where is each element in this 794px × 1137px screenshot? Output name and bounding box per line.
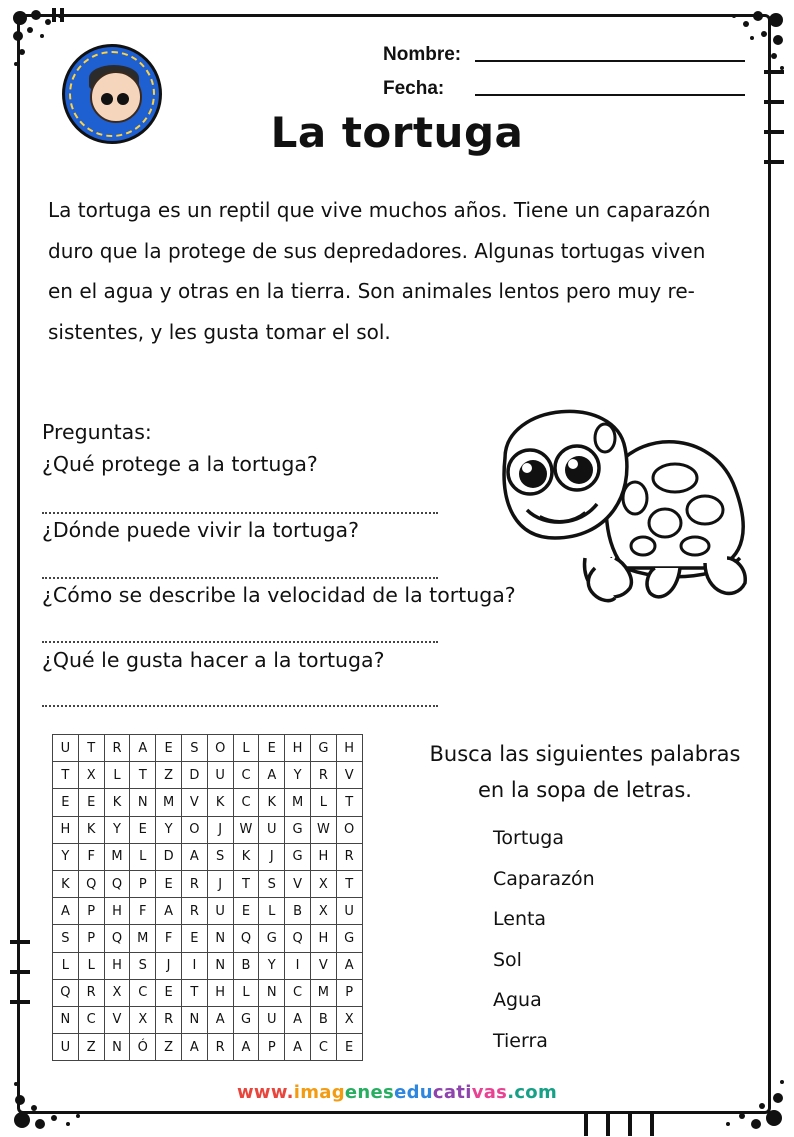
- grid-cell[interactable]: A: [53, 898, 79, 925]
- answer-line-1[interactable]: [42, 512, 438, 514]
- grid-cell[interactable]: R: [336, 843, 362, 870]
- grid-cell[interactable]: L: [130, 843, 156, 870]
- grid-cell[interactable]: K: [104, 789, 130, 816]
- grid-cell[interactable]: E: [336, 1034, 362, 1061]
- grid-cell[interactable]: L: [104, 762, 130, 789]
- word-item: Tierra: [493, 1029, 548, 1052]
- word-item: Tortuga: [493, 827, 565, 849]
- grid-cell[interactable]: W: [233, 816, 259, 843]
- grid-cell[interactable]: L: [233, 979, 259, 1006]
- grid-cell[interactable]: O: [207, 735, 233, 762]
- grid-cell[interactable]: E: [53, 789, 79, 816]
- grid-cell[interactable]: V: [285, 870, 311, 897]
- grid-cell[interactable]: P: [78, 898, 104, 925]
- grid-cell[interactable]: A: [233, 1034, 259, 1061]
- grid-cell[interactable]: U: [259, 816, 285, 843]
- grid-row: [53, 979, 363, 1006]
- grid-cell[interactable]: H: [207, 979, 233, 1006]
- grid-cell[interactable]: Y: [104, 816, 130, 843]
- word-item: Agua: [493, 989, 542, 1012]
- grid-cell[interactable]: V: [336, 762, 362, 789]
- footer-url-part: edu: [394, 1082, 433, 1103]
- grid-cell[interactable]: C: [310, 1034, 336, 1061]
- grid-cell[interactable]: G: [285, 843, 311, 870]
- grid-row: [53, 925, 363, 952]
- grid-cell[interactable]: Z: [78, 1034, 104, 1061]
- grid-cell[interactable]: T: [181, 979, 207, 1006]
- footer-url-part: imag: [293, 1082, 345, 1103]
- grid-cell[interactable]: Y: [53, 843, 79, 870]
- grid-cell[interactable]: J: [259, 843, 285, 870]
- grid-cell[interactable]: L: [53, 952, 79, 979]
- grid-cell[interactable]: E: [130, 816, 156, 843]
- grid-cell[interactable]: J: [156, 952, 182, 979]
- grid-cell[interactable]: A: [207, 1006, 233, 1033]
- grid-row: [53, 789, 363, 816]
- grid-cell[interactable]: Q: [53, 979, 79, 1006]
- grid-cell[interactable]: S: [130, 952, 156, 979]
- date-field: [383, 78, 444, 100]
- footer-url-part: www.: [236, 1082, 294, 1103]
- grid-cell[interactable]: R: [181, 898, 207, 925]
- instruction-line-1: Busca las siguientes palabras: [429, 742, 741, 766]
- grid-cell[interactable]: G: [310, 735, 336, 762]
- grid-cell[interactable]: A: [285, 1034, 311, 1061]
- grid-cell[interactable]: N: [181, 1006, 207, 1033]
- grid-cell[interactable]: D: [181, 762, 207, 789]
- word-search-instructions: [410, 736, 760, 808]
- word-item: Caparazón: [493, 867, 595, 890]
- word-search-grid: [52, 734, 363, 1061]
- grid-cell[interactable]: X: [310, 870, 336, 897]
- grid-cell[interactable]: J: [207, 870, 233, 897]
- grid-cell[interactable]: V: [104, 1006, 130, 1033]
- grid-cell[interactable]: C: [285, 979, 311, 1006]
- grid-cell[interactable]: S: [259, 870, 285, 897]
- grid-cell[interactable]: X: [310, 898, 336, 925]
- grid-cell[interactable]: C: [233, 789, 259, 816]
- border-bars-left: [8, 930, 30, 1020]
- grid-cell[interactable]: T: [233, 870, 259, 897]
- grid-cell[interactable]: P: [336, 979, 362, 1006]
- name-field: [383, 44, 461, 66]
- grid-cell[interactable]: T: [53, 762, 79, 789]
- grid-cell[interactable]: X: [336, 1006, 362, 1033]
- grid-row: [53, 870, 363, 897]
- reading-line: duro que la protege de sus depredadores. Algunas tortugas viven: [48, 238, 706, 263]
- grid-cell[interactable]: H: [336, 735, 362, 762]
- grid-cell[interactable]: A: [336, 952, 362, 979]
- grid-cell[interactable]: E: [156, 870, 182, 897]
- grid-cell[interactable]: G: [285, 816, 311, 843]
- date-label: Fecha:: [383, 78, 445, 99]
- grid-cell[interactable]: K: [259, 789, 285, 816]
- grid-cell[interactable]: R: [310, 762, 336, 789]
- grid-cell[interactable]: E: [259, 735, 285, 762]
- grid-cell[interactable]: B: [233, 952, 259, 979]
- grid-cell[interactable]: E: [181, 925, 207, 952]
- grid-cell[interactable]: K: [207, 789, 233, 816]
- grid-cell[interactable]: G: [233, 1006, 259, 1033]
- word-item: Lenta: [493, 908, 547, 931]
- answer-line-3[interactable]: [42, 641, 438, 643]
- grid-row: [53, 952, 363, 979]
- logo-eye-left: [101, 93, 113, 105]
- grid-cell[interactable]: I: [285, 952, 311, 979]
- grid-cell[interactable]: Q: [285, 925, 311, 952]
- grid-cell[interactable]: J: [207, 816, 233, 843]
- grid-cell[interactable]: R: [156, 1006, 182, 1033]
- grid-cell[interactable]: V: [310, 952, 336, 979]
- grid-cell[interactable]: L: [259, 898, 285, 925]
- grid-row: [53, 762, 363, 789]
- grid-cell[interactable]: Y: [285, 762, 311, 789]
- footer-url-part: cati: [432, 1082, 472, 1103]
- grid-cell[interactable]: G: [336, 925, 362, 952]
- grid-cell[interactable]: N: [130, 789, 156, 816]
- grid-row: [53, 1006, 363, 1033]
- grid-cell[interactable]: S: [207, 843, 233, 870]
- grid-cell[interactable]: M: [310, 979, 336, 1006]
- grid-cell[interactable]: E: [78, 789, 104, 816]
- grid-cell[interactable]: M: [156, 789, 182, 816]
- grid-cell[interactable]: T: [78, 735, 104, 762]
- grid-cell[interactable]: S: [53, 925, 79, 952]
- answer-line-4[interactable]: [42, 705, 438, 707]
- grid-row: [53, 1034, 363, 1061]
- reading-line: La tortuga es un reptil que vive muchos años. Tiene un caparazón: [48, 198, 711, 222]
- footer-url-part: vas: [471, 1082, 508, 1103]
- grid-cell[interactable]: R: [181, 870, 207, 897]
- grid-cell[interactable]: E: [233, 898, 259, 925]
- grid-cell[interactable]: T: [130, 762, 156, 789]
- grid-cell[interactable]: A: [181, 843, 207, 870]
- grid-row: [53, 816, 363, 843]
- grid-cell[interactable]: N: [207, 925, 233, 952]
- footer-url-part: .com: [507, 1082, 558, 1103]
- grid-cell[interactable]: P: [259, 1034, 285, 1061]
- grid-cell[interactable]: L: [310, 789, 336, 816]
- grid-cell[interactable]: A: [181, 1034, 207, 1061]
- grid-cell[interactable]: Q: [104, 870, 130, 897]
- date-line[interactable]: [475, 94, 745, 96]
- grid-cell[interactable]: U: [53, 1034, 79, 1061]
- name-line[interactable]: [475, 60, 745, 62]
- grid-cell[interactable]: B: [285, 898, 311, 925]
- question-4: ¿Qué le gusta hacer a la tortuga?: [42, 648, 385, 672]
- border-bars-bottom: [580, 1110, 690, 1137]
- grid-cell[interactable]: O: [336, 816, 362, 843]
- grid-cell[interactable]: N: [104, 1034, 130, 1061]
- grid-cell[interactable]: P: [130, 870, 156, 897]
- grid-cell[interactable]: Z: [156, 1034, 182, 1061]
- grid-cell[interactable]: E: [156, 735, 182, 762]
- grid-cell[interactable]: Ó: [130, 1034, 156, 1061]
- grid-cell[interactable]: Y: [156, 816, 182, 843]
- grid-cell[interactable]: Y: [259, 952, 285, 979]
- grid-cell[interactable]: F: [78, 843, 104, 870]
- grid-cell[interactable]: H: [104, 952, 130, 979]
- logo-eye-right: [117, 93, 129, 105]
- grid-cell[interactable]: R: [104, 735, 130, 762]
- grid-row: [53, 843, 363, 870]
- question-3: ¿Cómo se describe la velocidad de la tortuga?: [42, 583, 516, 607]
- footer-url[interactable]: [0, 1082, 794, 1103]
- grid-row: [53, 898, 363, 925]
- grid-cell[interactable]: A: [156, 898, 182, 925]
- reading-passage: [48, 190, 758, 352]
- grid-cell[interactable]: C: [78, 1006, 104, 1033]
- grid-cell[interactable]: F: [156, 925, 182, 952]
- grid-cell[interactable]: G: [259, 925, 285, 952]
- grid-cell[interactable]: L: [233, 735, 259, 762]
- grid-cell[interactable]: C: [233, 762, 259, 789]
- grid-cell[interactable]: Q: [78, 870, 104, 897]
- grid-cell[interactable]: X: [78, 762, 104, 789]
- grid-cell[interactable]: K: [233, 843, 259, 870]
- grid-cell[interactable]: H: [53, 816, 79, 843]
- grid-cell[interactable]: H: [285, 735, 311, 762]
- grid-cell[interactable]: T: [336, 870, 362, 897]
- grid-cell[interactable]: S: [181, 735, 207, 762]
- grid-cell[interactable]: M: [285, 789, 311, 816]
- grid-cell[interactable]: R: [207, 1034, 233, 1061]
- grid-cell[interactable]: O: [181, 816, 207, 843]
- question-1: ¿Qué protege a la tortuga?: [42, 452, 318, 476]
- grid-cell[interactable]: H: [310, 925, 336, 952]
- grid-cell[interactable]: X: [104, 979, 130, 1006]
- grid-cell[interactable]: N: [53, 1006, 79, 1033]
- grid-cell[interactable]: U: [207, 898, 233, 925]
- grid-cell[interactable]: N: [207, 952, 233, 979]
- grid-cell[interactable]: I: [181, 952, 207, 979]
- grid-cell[interactable]: F: [130, 898, 156, 925]
- turtle-illustration: [465, 398, 755, 623]
- answer-line-2[interactable]: [42, 577, 438, 579]
- reading-line: en el agua y otras en la tierra. Son animales lentos pero muy re-: [48, 279, 695, 303]
- grid-cell[interactable]: N: [259, 979, 285, 1006]
- grid-cell[interactable]: A: [285, 1006, 311, 1033]
- grid-cell[interactable]: U: [259, 1006, 285, 1033]
- grid-cell[interactable]: X: [130, 1006, 156, 1033]
- grid-cell[interactable]: W: [310, 816, 336, 843]
- grid-cell[interactable]: M: [104, 843, 130, 870]
- word-list: [493, 827, 595, 1071]
- grid-cell[interactable]: M: [130, 925, 156, 952]
- name-label: Nombre:: [383, 44, 462, 65]
- grid-cell[interactable]: U: [207, 762, 233, 789]
- grid-cell[interactable]: H: [310, 843, 336, 870]
- grid-cell[interactable]: U: [336, 898, 362, 925]
- grid-cell[interactable]: Q: [233, 925, 259, 952]
- grid-cell[interactable]: T: [336, 789, 362, 816]
- grid-cell[interactable]: Z: [156, 762, 182, 789]
- grid-cell[interactable]: Q: [104, 925, 130, 952]
- grid-cell[interactable]: K: [53, 870, 79, 897]
- grid-cell[interactable]: D: [156, 843, 182, 870]
- grid-row: [53, 735, 363, 762]
- grid-cell[interactable]: A: [130, 735, 156, 762]
- grid-cell[interactable]: H: [104, 898, 130, 925]
- grid-cell[interactable]: P: [78, 925, 104, 952]
- grid-cell[interactable]: C: [130, 979, 156, 1006]
- grid-cell[interactable]: R: [78, 979, 104, 1006]
- page-title: La tortuga: [270, 108, 524, 157]
- question-2: ¿Dónde puede vivir la tortuga?: [42, 518, 359, 542]
- word-item: Sol: [493, 948, 522, 971]
- grid-cell[interactable]: V: [181, 789, 207, 816]
- grid-cell[interactable]: U: [53, 735, 79, 762]
- grid-cell[interactable]: L: [78, 952, 104, 979]
- footer-url-part: enes: [344, 1082, 395, 1103]
- grid-cell[interactable]: B: [310, 1006, 336, 1033]
- instruction-line-2: en la sopa de letras.: [478, 778, 692, 802]
- grid-cell[interactable]: E: [156, 979, 182, 1006]
- grid-cell[interactable]: K: [78, 816, 104, 843]
- reading-line: sistentes, y les gusta tomar el sol.: [48, 319, 391, 344]
- grid-cell[interactable]: A: [259, 762, 285, 789]
- questions-heading: Preguntas:: [42, 420, 152, 444]
